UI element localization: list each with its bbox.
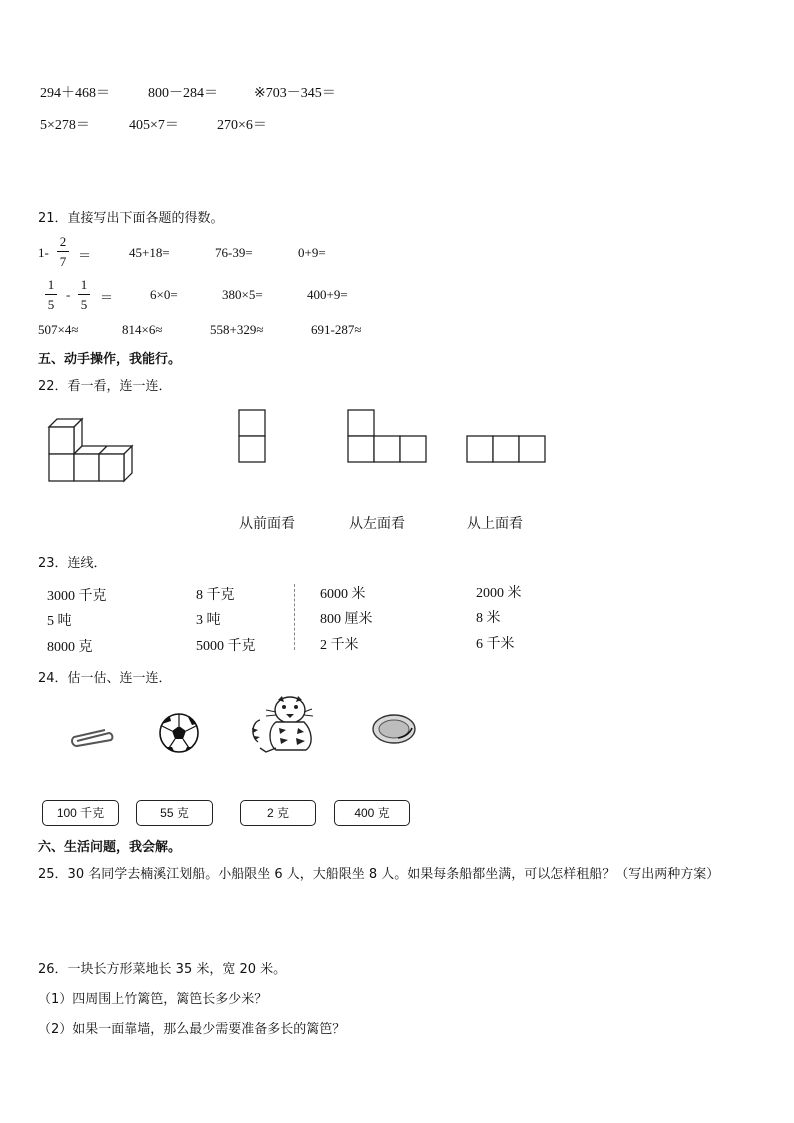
- calc-item: 45+18=: [129, 245, 170, 260]
- question-24-title: 24．估一估、连一连．: [38, 671, 172, 686]
- unit-item: 6000 米: [320, 587, 366, 602]
- calc-item: 6×0=: [150, 287, 178, 302]
- question-26-title: 26．一块长方形菜地长 35 米，宽 20 米。: [38, 962, 287, 977]
- fraction-denominator: 5: [80, 297, 88, 312]
- weight-choice-box: 100 千克: [42, 800, 119, 826]
- calc-item: 405×7＝: [129, 118, 179, 133]
- section-6-heading: 六、生活问题，我会解。: [38, 840, 182, 855]
- unit-item: 3000 千克: [47, 589, 107, 604]
- fraction-denominator: 5: [47, 297, 55, 312]
- q21-prefix: 1-: [38, 245, 49, 260]
- question-22-title: 22．看一看，连一连．: [38, 379, 172, 394]
- unit-item: 5 吨: [47, 614, 72, 629]
- unit-item: 8 米: [476, 611, 501, 626]
- calc-item: 5×278＝: [40, 118, 90, 133]
- fraction-numerator: 1: [80, 277, 88, 292]
- left-view-figure: [347, 409, 429, 465]
- unit-item: 2000 米: [476, 586, 522, 601]
- section-5-heading: 五、动手操作，我能行。: [38, 352, 182, 367]
- cube-stack-figure: [44, 415, 139, 485]
- unit-item: 800 厘米: [320, 612, 373, 627]
- calc-item: ※703－345＝: [254, 86, 336, 101]
- top-view-figure: [466, 435, 548, 465]
- unit-item: 3 吨: [196, 613, 221, 628]
- calc-item: 380×5=: [222, 287, 263, 302]
- question-26-sub1: （1）四周围上竹篱笆，篱笆长多少米？: [38, 992, 268, 1007]
- paperclip-image: [67, 725, 117, 747]
- calc-item: 76-39=: [215, 245, 253, 260]
- weight-choice-box: 400 克: [334, 800, 410, 826]
- fraction-denominator: 7: [59, 254, 67, 269]
- calc-item: 814×6≈: [122, 322, 163, 337]
- unit-item: 8 千克: [196, 588, 235, 603]
- question-21-title: 21．直接写出下面各题的得数。: [38, 211, 224, 226]
- view-label-front: 从前面看: [239, 516, 295, 532]
- calc-item: 0+9=: [298, 245, 326, 260]
- question-26-sub2: （2）如果一面靠墙，那么最少需要准备多长的篱笆？: [38, 1022, 346, 1037]
- fraction-bar: [57, 251, 69, 252]
- fraction-numerator: 1: [47, 277, 55, 292]
- fraction-bar: [45, 294, 57, 295]
- question-23-title: 23．连线．: [38, 556, 107, 571]
- equals-sign: ＝: [78, 248, 92, 263]
- unit-item: 8000 克: [47, 640, 93, 655]
- view-label-top: 从上面看: [467, 516, 523, 532]
- calc-item: 270×6＝: [217, 118, 267, 133]
- calc-item: 400+9=: [307, 287, 348, 302]
- unit-item: 6 千米: [476, 637, 515, 652]
- question-25-text: 25．30 名同学去楠溪江划船。小船限坐 6 人，大船限坐 8 人。如果每条船都坐满，可以怎样租船？（写出两种方案）: [38, 867, 720, 882]
- view-label-left: 从左面看: [349, 516, 405, 532]
- fraction: [45, 276, 57, 313]
- fraction-bar: [78, 294, 90, 295]
- calc-item: 507×4≈: [38, 322, 79, 337]
- front-view-figure: [238, 409, 268, 465]
- soccer-ball-image: [158, 712, 202, 756]
- unit-item: 2 千米: [320, 638, 359, 653]
- fraction: [57, 233, 69, 270]
- calc-item: 691-287≈: [311, 322, 362, 337]
- equals-sign: ＝: [100, 290, 114, 305]
- calc-item: 800－284＝: [148, 86, 218, 101]
- calc-item: 558+329≈: [210, 322, 264, 337]
- tiger-toy-image: [246, 692, 320, 756]
- weight-choice-box: 55 克: [136, 800, 213, 826]
- fraction: [78, 276, 90, 313]
- weight-choice-box: 2 克: [240, 800, 316, 826]
- fraction-numerator: 2: [59, 234, 67, 249]
- dashed-divider: [294, 584, 295, 650]
- calc-item: 294＋468＝: [40, 86, 110, 101]
- minus-sign: -: [66, 287, 71, 302]
- unit-item: 5000 千克: [196, 639, 256, 654]
- plate-image: [372, 712, 420, 746]
